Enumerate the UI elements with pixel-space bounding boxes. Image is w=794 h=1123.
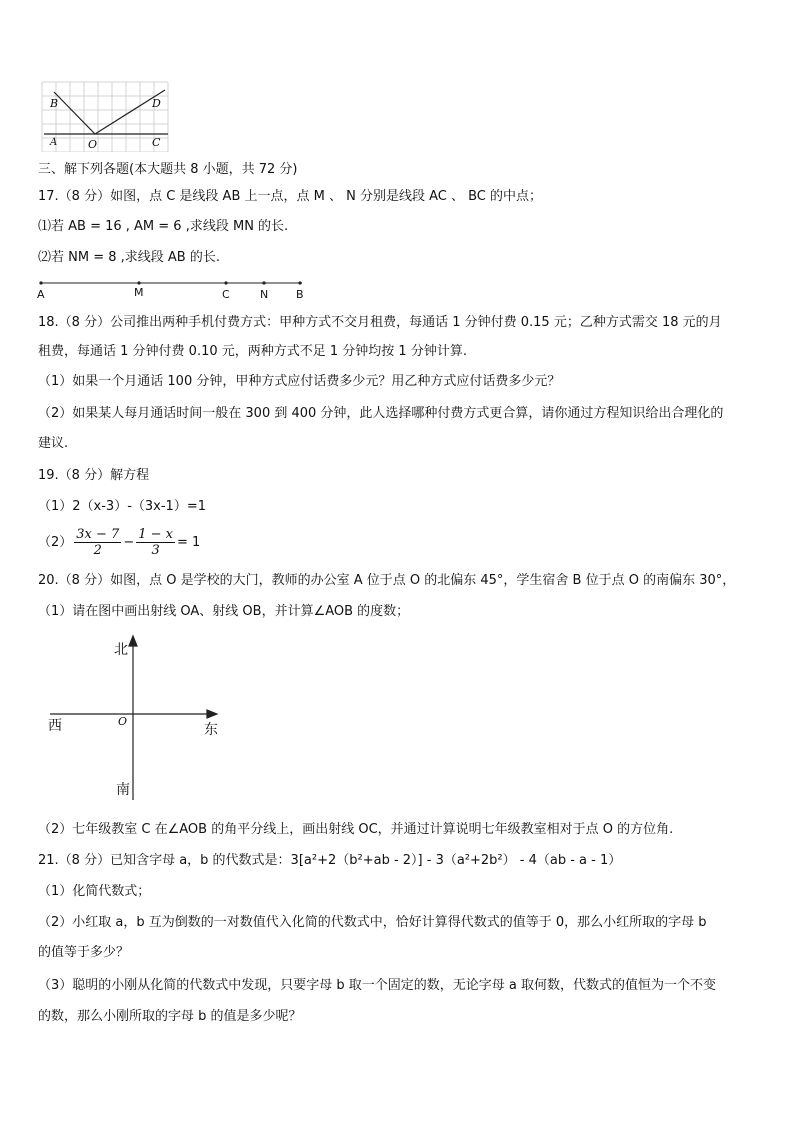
segment-figure — [34, 276, 314, 302]
q20-part1: （1）请在图中画出射线 OA、射线 OB，并计算∠AOB 的度数； — [38, 604, 410, 619]
q17-stem: 17.（8 分）如图，点 C 是线段 AB 上一点，点 M 、 N 分别是线段 AC 、 BC 的中点； — [38, 189, 543, 204]
point-n — [262, 281, 265, 284]
q19-part2-prefix: （2） — [38, 535, 73, 550]
q18-stem-line1: 18.（8 分）公司推出两种手机付费方式：甲种方式不交月租费，每通话 1 分钟付费 0.15 元；乙种方式需交 18 元的月 — [38, 315, 722, 330]
q19-part1: （1）2（x-3）-（3x-1）=1 — [38, 499, 206, 514]
label-o: O — [88, 138, 98, 151]
seg-label-b: B — [296, 288, 304, 301]
north-arrow — [129, 636, 137, 646]
east-arrow — [207, 710, 217, 718]
q21-part2-line2: 的值等于多少？ — [38, 945, 130, 960]
label-d: D — [152, 97, 161, 110]
west-label: 西 — [48, 718, 62, 734]
q21-part3-line2: 的数，那么小刚所取的字母 b 的值是多少呢？ — [38, 1009, 302, 1024]
label-a: A — [50, 137, 58, 148]
seg-label-c: C — [222, 288, 230, 301]
q19-stem: 19.（8 分）解方程 — [38, 468, 150, 483]
q21-part2-line1: （2）小红取 a，b 互为倒数的一对数值代入化简的代数式中，恰好计算得代数式的值等于 0，那么小红所取的字母 b — [38, 915, 707, 930]
q17-part2: ⑵若 NM = 8 ,求线段 AB 的长. — [38, 250, 220, 265]
point-c — [224, 281, 227, 284]
minus-sign: − — [123, 535, 135, 550]
origin-label: O — [118, 715, 128, 728]
point-b — [298, 281, 301, 284]
point-m — [137, 281, 140, 284]
label-c: C — [152, 136, 161, 149]
equals-one: = 1 — [176, 535, 201, 550]
q21-part3-line1: （3）聪明的小刚从化简的代数式中发现，只要字母 b 取一个固定的数，无论字母 a 取何数，代数式的值恒为一个不变 — [38, 978, 717, 993]
compass-figure — [40, 632, 230, 804]
fraction-1-numerator: 3x − 7 — [76, 527, 120, 542]
q20-part2: （2）七年级教室 C 在∠AOB 的角平分线上，画出射线 OC，并通过计算说明七年级教室相对于点 O 的方位角. — [38, 822, 674, 837]
fraction-1-denominator: 2 — [93, 543, 102, 558]
fraction-2-numerator: 1 − x — [138, 527, 173, 542]
fraction-1 — [74, 527, 121, 558]
seg-label-m: M — [134, 286, 144, 299]
q18-part2-line1: （2）如果某人每月通话时间一般在 300 到 400 分钟，此人选择哪种付费方式更合算，请你通过方程知识给出合理化的 — [38, 406, 724, 421]
q20-stem: 20.（8 分）如图，点 O 是学校的大门，教师的办公室 A 位于点 O 的北偏东 45°，学生宿舍 B 位于点 O 的南偏东 30°， — [38, 573, 736, 588]
label-b: B — [50, 97, 59, 110]
fraction-2 — [136, 527, 175, 558]
q19-part2 — [38, 526, 200, 560]
east-label: 东 — [204, 722, 218, 738]
seg-label-a: A — [37, 288, 45, 301]
north-label: 北 — [114, 642, 128, 658]
fraction-2-denominator: 3 — [151, 543, 160, 558]
angle-figure — [40, 80, 170, 152]
q18-part2-line2: 建议. — [38, 436, 69, 451]
ray-ob — [54, 92, 95, 134]
seg-label-n: N — [260, 288, 269, 301]
q18-stem-line2: 租费，每通话 1 分钟付费 0.10 元，两种方式不足 1 分钟均按 1 分钟计算. — [38, 344, 467, 359]
q21-part1: （1）化简代数式； — [38, 884, 151, 899]
south-label: 南 — [116, 782, 130, 798]
point-a — [39, 281, 42, 284]
q18-part1: （1）如果一个月通话 100 分钟，甲种方式应付话费多少元？用乙种方式应付话费多少元？ — [38, 374, 561, 389]
section-heading: 三、解下列各题(本大题共 8 小题，共 72 分) — [38, 162, 298, 177]
q17-part1: ⑴若 AB = 16 , AM = 6 ,求线段 MN 的长. — [38, 219, 289, 234]
q21-stem: 21.（8 分）已知含字母 a，b 的代数式是：3[a²+2（b²+ab - 2）] - 3（a²+2b²） - 4（ab - a - 1） — [38, 853, 622, 868]
grid — [42, 82, 168, 152]
